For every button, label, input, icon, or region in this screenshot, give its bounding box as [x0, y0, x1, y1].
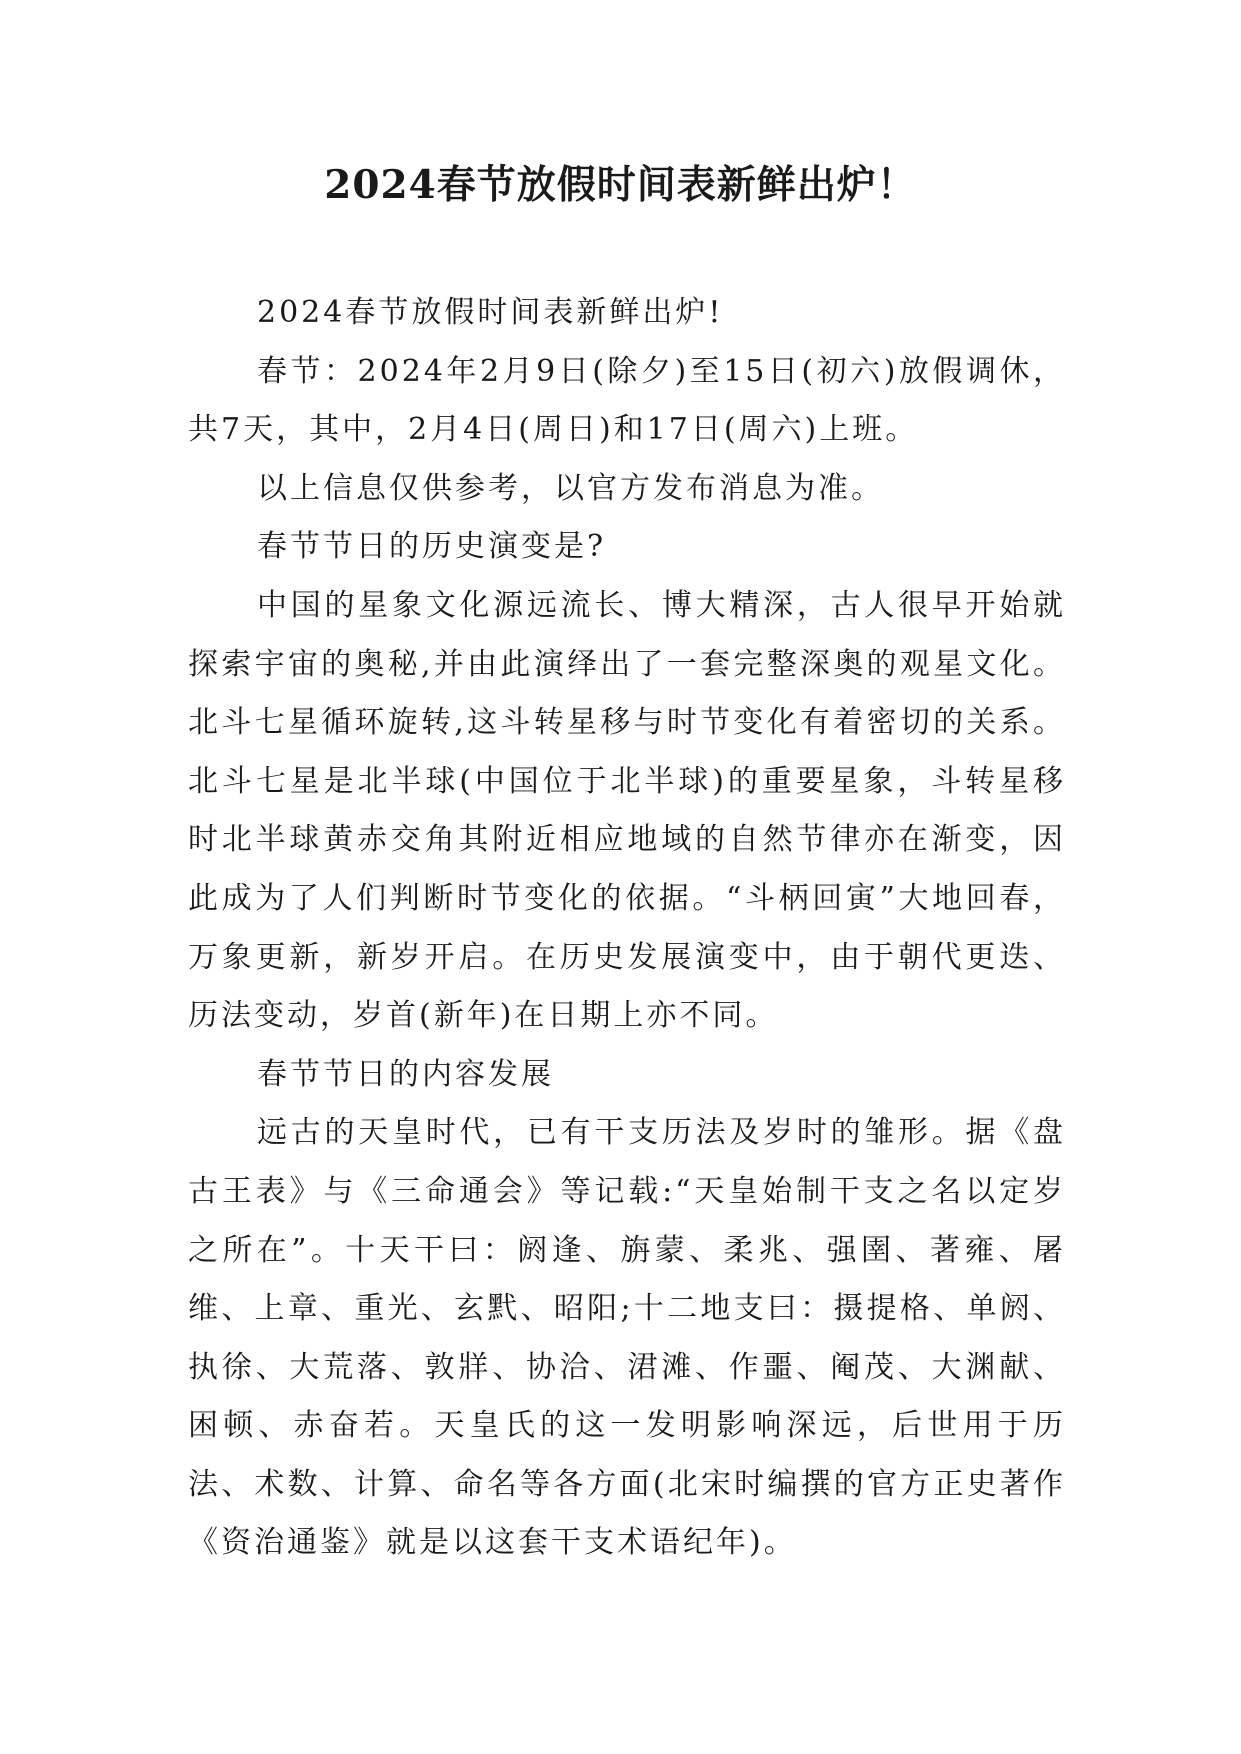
- page-title: 2024春节放假时间表新鲜出炉！: [324, 162, 917, 208]
- paragraph-history: 中国的星象文化源远流长、博大精深，古人很早开始就探索宇宙的奥秘,并由此演绎出了一套完整深奥的观星文化。北斗七星循环旋转,这斗转星移与时节变化有着密切的关系。北斗七星是北半球(中国位于北半球)的重要星象，斗转星移时北半球黄赤交角其附近相应地域的自然节律亦在渐变，因此成为了人们判断时节变化的依据。“斗柄回寅”大地回春，万象更新，新岁开启。在历史发展演变中，由于朝代更迭、历法变动，岁首(新年)在日期上亦不同。: [188, 587, 1066, 1034]
- paragraph-intro: 2024春节放假时间表新鲜出炉!: [257, 295, 724, 330]
- paragraph-disclaimer: 以上信息仅供参考，以官方发布消息为准。: [257, 470, 884, 506]
- section-heading-history: 春节节日的历史演变是?: [257, 529, 607, 565]
- document-body: [188, 284, 1066, 1573]
- paragraph-content: 远古的天皇时代，已有干支历法及岁时的雏形。据《盘古王表》与《三命通会》等记载:“天皇始制干支之名以定岁之所在”。十天干曰：阏逢、旃蒙、柔兆、强圉、著雍、屠维、上章、重光、玄黓、昭阳;十二地支曰：摄提格、单阏、执徐、大荒落、敦牂、协洽、涒滩、作噩、阉茂、大渊献、困顿、赤奋若。天皇氏的这一发明影响深远，后世用于历法、术数、计算、命名等各方面(北宋时编撰的官方正史著作《资治通鉴》就是以这套干支术语纪年)。: [188, 1115, 1066, 1561]
- paragraph-holiday-dates: 春节：2024年2月9日(除夕)至15日(初六)放假调休，共7天，其中，2月4日(周日)和17日(周六)上班。: [188, 353, 1066, 448]
- section-heading-content: 春节节日的内容发展: [257, 1056, 554, 1092]
